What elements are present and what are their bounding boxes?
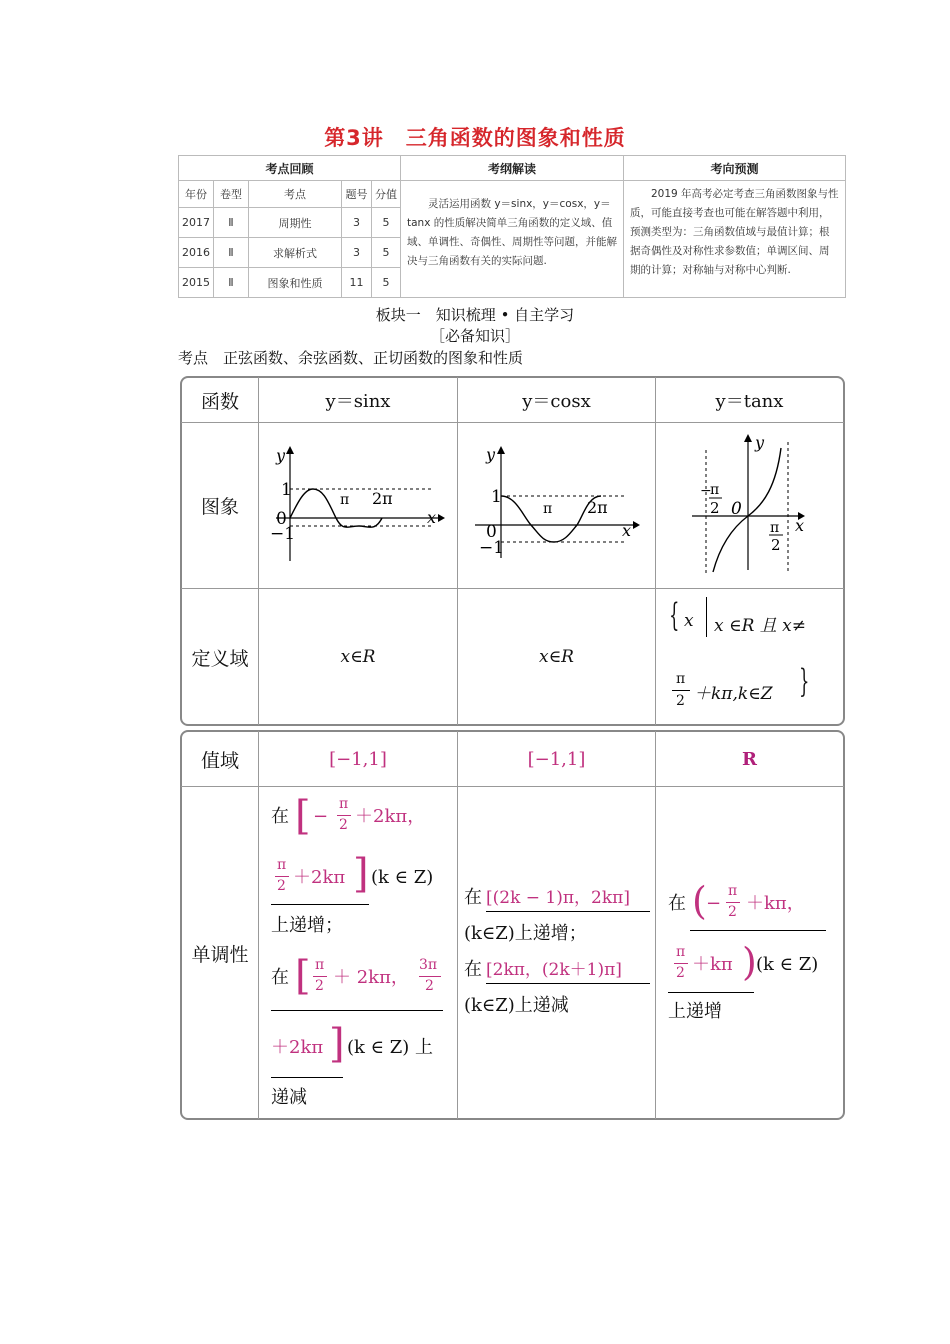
domain-tan-line2: ＋kπ,k∈Z — [694, 684, 773, 704]
interval-increase: [(2k − 1)π，2kπ] — [486, 888, 630, 908]
underline — [668, 992, 754, 993]
cos-graph — [461, 428, 651, 584]
pi-num: π — [728, 883, 738, 899]
tick-pi-half-num: π — [770, 520, 780, 536]
tick-one: 1 — [281, 480, 292, 500]
two-den: 2 — [676, 693, 685, 709]
mono-cos — [458, 787, 655, 1119]
domain-tan — [656, 589, 843, 725]
text: (k∈Z)上递减 — [464, 995, 569, 1016]
sub-header-score: 分值 — [371, 180, 401, 208]
fraction-bar — [674, 963, 688, 964]
kaodian-heading: 考点 正弦函数、余弦函数、正切函数的图象和性质 — [178, 349, 524, 367]
info-table — [178, 155, 846, 298]
paren: ) — [742, 940, 757, 984]
tick-minus: − — [700, 483, 712, 499]
pi-num: π — [676, 944, 686, 960]
function-tan: y＝tanx — [715, 391, 784, 412]
cell-year: 2016 — [178, 237, 214, 268]
tick-neg-pi-half-num: π — [710, 482, 720, 498]
cell-type: Ⅱ — [213, 267, 249, 298]
two-den: 2 — [277, 878, 286, 894]
outline-text: 灵活运用函数 y＝sinx，y＝cosx，y＝tanx 的性质解决简单三角函数的定义域、值域、单调性、奇偶性、周期性等问题，并能解决与三角函数有关的实际问题. — [400, 180, 624, 298]
bracket: ] — [329, 1021, 345, 1067]
pi-num: π — [676, 671, 686, 687]
header-forecast: 考向预测 — [623, 155, 846, 181]
text: 递减 — [271, 1087, 307, 1108]
page-title: 第3讲 三角函数的图象和性质 — [324, 126, 626, 150]
sin-curve — [290, 489, 382, 527]
row-label-domain: 定义域 — [191, 647, 249, 670]
axis-x-label: x — [427, 508, 437, 527]
domain-sin: x∈R — [340, 647, 376, 667]
tick-one: 1 — [491, 487, 502, 507]
text: ＋2kπ — [293, 867, 346, 888]
fraction-bar — [313, 976, 327, 977]
text: ＋2kπ， — [355, 806, 426, 827]
text: 在 — [668, 893, 686, 914]
x-axis-arrow — [633, 521, 640, 529]
two-den: 2 — [315, 978, 324, 994]
axis-x-label: x — [622, 521, 632, 540]
two-den: 2 — [339, 817, 348, 833]
text: 上递增； — [271, 915, 343, 936]
divider — [181, 422, 844, 423]
text: − — [706, 893, 722, 914]
cell-score: 5 — [371, 207, 401, 238]
paren: ( — [692, 879, 707, 923]
tick-neg-one: −1 — [479, 538, 505, 558]
axis-y-label: y — [276, 446, 286, 465]
axis-x-label: x — [795, 516, 805, 535]
row-label-monotonicity: 单调性 — [191, 943, 249, 966]
underline — [271, 904, 369, 905]
sub-header-num: 题号 — [341, 180, 372, 208]
tick-zero: 0 — [731, 499, 742, 519]
cell-point: 求解析式 — [248, 237, 342, 268]
mono-tan — [656, 787, 843, 1119]
header-review: 考点回顾 — [178, 155, 401, 181]
y-axis-arrow — [744, 434, 752, 442]
sin-graph — [262, 428, 454, 584]
tick-neg-pi-half-den: 2 — [710, 499, 720, 517]
underline — [486, 983, 650, 984]
cell-type: Ⅱ — [213, 237, 249, 268]
tan-graph — [658, 428, 842, 584]
text: ＋kπ， — [746, 893, 805, 914]
cell-num: 3 — [341, 237, 372, 268]
text: − — [313, 806, 329, 827]
text: ＋2kπ — [271, 1037, 324, 1058]
pi-num: π — [339, 796, 349, 812]
fraction-bar — [419, 976, 441, 977]
y-axis-arrow — [497, 446, 505, 454]
interval-decrease: [2kπ，(2k＋1)π] — [486, 960, 622, 980]
text: ＋ 2kπ， — [333, 967, 409, 988]
range-sin: [−1,1] — [329, 748, 387, 770]
row-label-range: 值域 — [200, 749, 239, 772]
cell-score: 5 — [371, 267, 401, 298]
text: 在 — [464, 959, 482, 980]
mono-sin — [259, 787, 457, 1119]
axis-y-label: y — [486, 445, 496, 464]
tick-zero: 0 — [486, 522, 497, 542]
two-den: 2 — [676, 965, 685, 981]
text: (k ∈ Z) 上 — [347, 1037, 433, 1058]
pi-num: π — [315, 957, 325, 973]
domain-tan-line1: x ∈R 且 x≠ — [714, 616, 807, 636]
text: 上递增 — [668, 1001, 722, 1022]
tick-pi-half-den: 2 — [771, 536, 781, 554]
bracket: ] — [353, 851, 369, 897]
text: (k ∈ Z) — [371, 867, 434, 888]
tick-pi: π — [543, 501, 553, 517]
two-den: 2 — [425, 978, 434, 994]
function-sin: y＝sinx — [325, 391, 391, 412]
two-den: 2 — [728, 904, 737, 920]
bracket: [ — [295, 953, 311, 999]
brace-left: { — [669, 596, 680, 634]
text: 在 — [271, 967, 289, 988]
pi-num: π — [277, 857, 287, 873]
sub-header-point: 考点 — [248, 180, 342, 208]
fraction-bar — [672, 690, 690, 691]
axis-y-label: y — [755, 433, 765, 452]
cell-num: 3 — [341, 207, 372, 238]
underline — [690, 930, 826, 931]
text: 在 — [464, 887, 482, 908]
sub-header-type: 卷型 — [213, 180, 249, 208]
fraction-bar — [275, 876, 289, 877]
y-axis-arrow — [286, 446, 294, 454]
tick-two-pi: 2π — [372, 489, 393, 508]
fraction-bar — [337, 815, 351, 816]
function-cos: y＝cosx — [522, 391, 591, 412]
cell-score: 5 — [371, 237, 401, 268]
cell-point: 图象和性质 — [248, 267, 342, 298]
text: (k∈Z)上递增； — [464, 923, 587, 944]
text: ＋kπ — [692, 954, 733, 975]
text: (k ∈ Z) — [756, 954, 819, 975]
range-cos: [−1,1] — [527, 748, 586, 770]
cell-year: 2017 — [178, 207, 214, 238]
tick-two-pi: 2π — [587, 498, 608, 517]
fraction-bar — [726, 902, 740, 903]
tick-zero: 0 — [276, 509, 287, 529]
domain-cos: x∈R — [539, 647, 574, 667]
row-label-function: 函数 — [200, 390, 239, 413]
underline — [271, 1077, 343, 1078]
domain-tan-var: x — [684, 611, 694, 631]
header-outline: 考纲解读 — [400, 155, 624, 181]
tick-pi: π — [340, 492, 350, 508]
underline — [271, 1010, 443, 1011]
cell-type: Ⅱ — [213, 207, 249, 238]
text: 在 — [271, 806, 289, 827]
underline — [486, 911, 650, 912]
range-tan: R — [742, 748, 757, 770]
three-pi-num: 3π — [419, 957, 438, 973]
tick-neg-one: −1 — [270, 524, 296, 544]
bracket: [ — [295, 793, 311, 839]
row-label-graph: 图象 — [200, 496, 239, 518]
x-axis-arrow — [438, 514, 445, 522]
set-bar — [706, 597, 707, 637]
sub-header-year: 年份 — [178, 180, 214, 208]
brace-right: } — [799, 662, 810, 700]
forecast-text: 2019 年高考必定考查三角函数图象与性质，可能直接考查也可能在解答题中利用，预测类型为：三角函数值域与最值计算；根据奇偶性及对称性求参数值；单调区间、周期的计算；对称轴与对称中心判断. — [623, 180, 846, 298]
section-title: 板块一 知识梳理 • 自主学习 — [375, 306, 575, 324]
cell-point: 周期性 — [248, 207, 342, 238]
subsection-title: ［必备知识］ — [429, 327, 520, 345]
cell-year: 2015 — [178, 267, 214, 298]
cell-num: 11 — [341, 267, 372, 298]
